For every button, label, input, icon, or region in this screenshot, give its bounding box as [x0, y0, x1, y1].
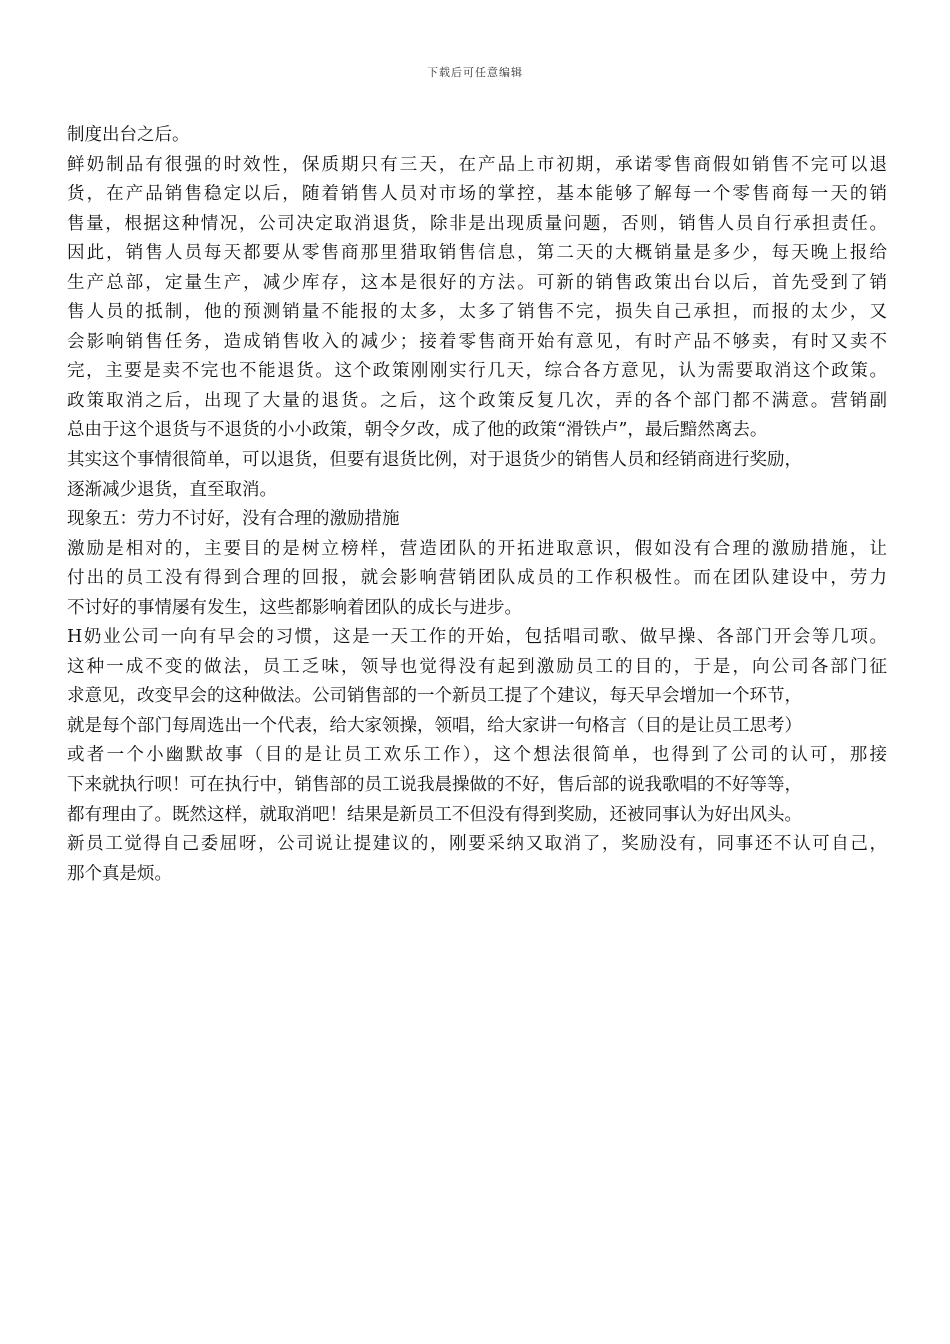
text-line: 就是每个部门每周选出一个代表，给大家领操，领唱，给大家讲一句格言（目的是让员工思考） — [67, 715, 802, 736]
text-line: 售量，根据这种情况，公司决定取消退货，除非是出现质量问题，否则，销售人员自行承担责任。 — [67, 213, 887, 234]
text-line: 或者一个小幽默故事（目的是让员工欢乐工作），这个想法很简单，也得到了公司的认可，那接 — [67, 745, 887, 766]
page-header: 下载后可任意编辑 — [427, 66, 523, 79]
text-line: 新员工觉得自己委屈呀，公司说让提建议的，刚要采纳又取消了，奖励没有，同事还不认可自己， — [67, 834, 887, 855]
text-line: 总由于这个退货与不退货的小小政策，朝令夕改，成了他的政策“滑铁卢”，最后黯然离去。 — [67, 420, 768, 441]
text-line: 生产总部，定量生产，减少库存，这本是很好的方法。可新的销售政策出台以后，首先受到了销 — [67, 272, 887, 293]
text-line: 其实这个事情很简单，可以退货，但要有退货比例，对于退货少的销售人员和经销商进行奖励， — [67, 450, 802, 471]
text-line: 售人员的抵制，他的预测销量不能报的太多，太多了销售不完，损失自己承担，而报的太少，又 — [67, 302, 887, 323]
text-line: 不讨好的事情屡有发生，这些都影响着团队的成长与进步。 — [67, 597, 522, 618]
text-line: H奶业公司一向有早会的习惯，这是一天工作的开始，包括唱司歌、做早操、各部门开会等几项。 — [67, 627, 887, 648]
text-line: 下来就执行呗！可在执行中，销售部的员工说我晨操做的不好，售后部的说我歌唱的不好等等， — [67, 775, 802, 796]
text-line: 求意见，改变早会的这种做法。公司销售部的一个新员工提了个建议，每天早会增加一个环节， — [67, 686, 802, 707]
text-line: 制度出台之后。 — [67, 125, 190, 145]
text-line: 会影响销售任务，造成销售收入的减少；接着零售商开始有意见，有时产品不够卖，有时又卖不 — [67, 331, 887, 352]
text-line: 完，主要是卖不完也不能退货。这个政策刚刚实行几天，综合各方意见，认为需要取消这个政策。 — [67, 361, 887, 382]
text-line: 那个真是烦。 — [67, 863, 172, 884]
document-body — [67, 121, 887, 889]
text-line: 鲜奶制品有很强的时效性，保质期只有三天，在产品上市初期，承诺零售商假如销售不完可以退 — [67, 154, 887, 175]
text-line: 因此，销售人员每天都要从零售商那里猎取销售信息，第二天的大概销量是多少，每天晚上报给 — [67, 243, 887, 264]
text-line: 逐渐减少退货，直至取消。 — [67, 479, 277, 500]
section-heading: 现象五：劳力不讨好，没有合理的激励措施 — [67, 509, 400, 530]
text-line: 付出的员工没有得到合理的回报，就会影响营销团队成员的工作积极性。而在团队建设中，劳力 — [67, 568, 887, 589]
text-line: 都有理由了。既然这样，就取消吧！结果是新员工不但没有得到奖励，还被同事认为好出风头。 — [67, 804, 802, 825]
text-line: 货，在产品销售稳定以后，随着销售人员对市场的掌控，基本能够了解每一个零售商每一天的销 — [67, 184, 887, 205]
text-line: 这种一成不变的做法，员工乏味，领导也觉得没有起到激励员工的目的，于是，向公司各部门征 — [67, 656, 887, 677]
text-line: 激励是相对的，主要目的是树立榜样，营造团队的开拓进取意识，假如没有合理的激励措施，让 — [67, 538, 887, 559]
text-line: 政策取消之后，出现了大量的退货。之后，这个政策反复几次，弄的各个部门都不满意。营销副 — [67, 390, 887, 411]
